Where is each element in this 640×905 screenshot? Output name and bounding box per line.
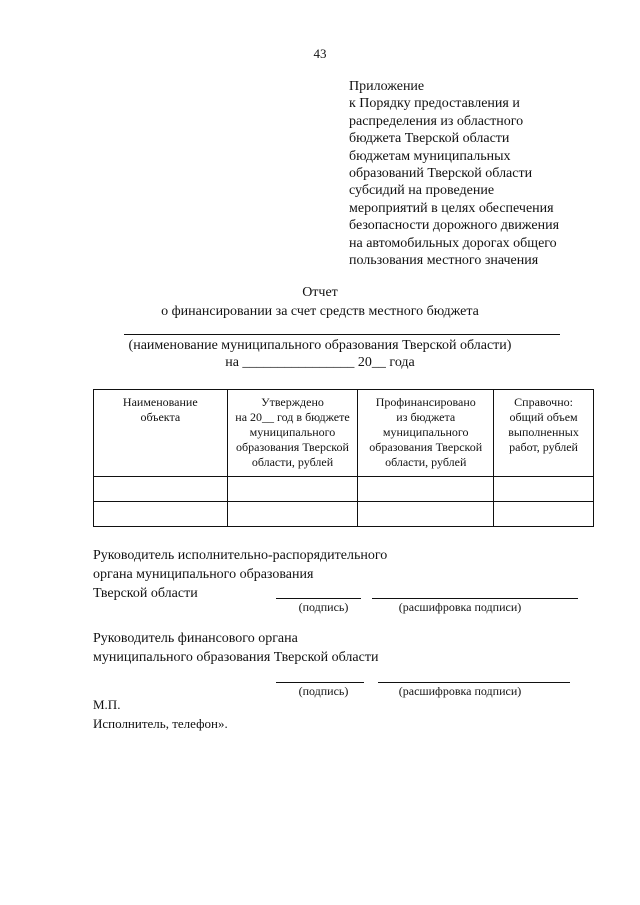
table-cell[interactable] [94,477,228,502]
appendix-line: безопасности дорожного движения [349,218,560,234]
report-date-line: на ________________ 20__ года [225,355,415,370]
executive-decode-caption: (расшифровка подписи) [398,600,522,614]
header-cell-object-name: Наименование объекта [94,390,228,477]
header-cell-approved: Утверждено на 20__ год в бюджете муниципального образования Тверской области, рублей [227,390,358,477]
table-cell[interactable] [494,477,594,502]
appendix-line: мероприятий в целях обеспечения [349,200,554,216]
stamp-label: М.П. [93,697,121,712]
appendix-line: пользования местного значения [349,253,539,269]
appendix-line: бюджетам муниципальных [349,148,511,164]
table-cell[interactable] [358,502,494,527]
financial-decode-caption: (расшифровка подписи) [398,684,522,698]
executive-signature-decode-line[interactable] [372,598,578,599]
table-header-row [94,390,594,477]
financial-signature-line[interactable] [276,682,364,683]
appendix-block [349,78,559,269]
financial-head-label: Руководитель финансового органа муниципального образования Тверской области [93,631,379,665]
appendix-line: Приложение [349,79,425,94]
executor-label: Исполнитель, телефон». [93,716,228,731]
appendix-line: к Порядку предоставления и [349,96,520,112]
table-row [94,477,594,502]
table-cell[interactable] [227,502,358,527]
appendix-line: субсидий на проведение [349,183,495,199]
table-row [94,502,594,527]
table-cell[interactable] [358,477,494,502]
report-table [93,389,594,527]
financial-signature-decode-line[interactable] [378,682,570,683]
header-cell-reference: Справочно: общий объем выполненных работ, рублей [494,390,594,477]
appendix-line: на автомобильных дорогах общего [349,235,557,251]
page-number: 43 [313,46,327,61]
header-cell-financed: Профинансировано из бюджета муниципального образования Тверской области, рублей [358,390,494,477]
report-title: Отчет [302,285,338,300]
financial-signature-caption: (подпись) [298,684,349,698]
report-subtitle: о финансировании за счет средств местного бюджета [161,304,479,319]
appendix-line: бюджета Тверской области [349,131,510,147]
appendix-line: образований Тверской области [349,166,533,182]
table-cell[interactable] [94,502,228,527]
executive-signature-caption: (подпись) [298,600,349,614]
table-cell[interactable] [494,502,594,527]
municipality-caption: (наименование муниципального образования Тверской области) [128,338,512,353]
executive-head-label: Руководитель исполнительно-распорядительного органа муниципального образования Тверской области [93,548,388,601]
municipality-name-line [124,334,560,335]
appendix-line: распределения из областного [349,113,524,129]
executive-signature-line[interactable] [276,598,361,599]
table-cell[interactable] [227,477,358,502]
